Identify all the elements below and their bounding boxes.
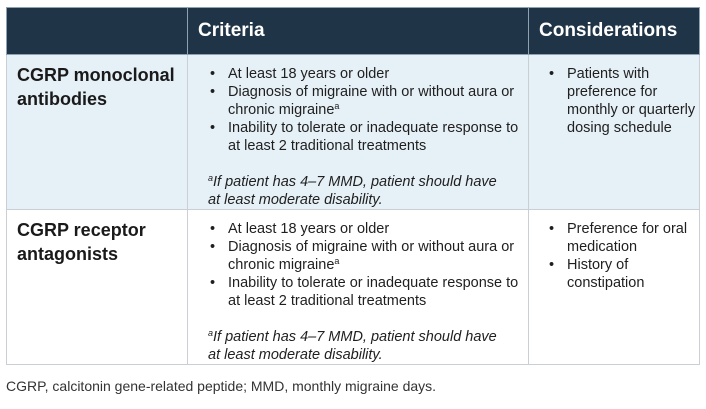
criteria-text: At least 18 years or older	[228, 221, 390, 237]
list-item	[210, 238, 528, 274]
criteria-note	[188, 310, 528, 364]
criteria-cell	[188, 55, 529, 210]
footnote-marker: a	[208, 173, 214, 183]
criteria-table	[6, 7, 700, 365]
considerations-cell	[529, 55, 700, 210]
header-cell-considerations	[529, 8, 700, 55]
bullet-icon: •	[210, 66, 216, 82]
row-label-line: CGRP monoclonal	[17, 65, 175, 85]
footnote-marker: a	[334, 101, 340, 111]
consideration-text: Preference for oral medication	[567, 221, 688, 255]
note-text: If patient has 4–7 MMD, patient should have at least moderate disability.	[208, 329, 497, 363]
criteria-list	[188, 210, 528, 310]
row-label-cell	[7, 210, 188, 365]
considerations-header: Considerations	[539, 20, 678, 41]
table-row	[7, 210, 700, 365]
table-footnote: CGRP, calcitonin gene-related peptide; MMD, monthly migraine days.	[6, 378, 437, 394]
row-label-line: antibodies	[17, 89, 108, 109]
header-cell-criteria	[188, 8, 529, 55]
list-item	[210, 274, 528, 310]
header-cell-blank	[7, 8, 188, 55]
bullet-icon: •	[210, 239, 216, 255]
considerations-list	[529, 210, 699, 292]
criteria-text: At least 18 years or older	[228, 66, 390, 82]
considerations-list	[529, 55, 699, 137]
criteria-note	[188, 155, 528, 209]
table-header-row	[7, 8, 700, 55]
bullet-icon: •	[210, 120, 216, 136]
row-label-line: CGRP receptor	[17, 220, 146, 240]
bullet-icon: •	[210, 84, 216, 100]
list-item	[210, 65, 528, 83]
footnote-marker: a	[208, 328, 214, 338]
criteria-list	[188, 55, 528, 155]
consideration-text: Patients with preference for monthly or quarterly dosing schedule	[567, 66, 696, 136]
criteria-text: Diagnosis of migraine with or without aura or chronic migraine	[228, 84, 515, 118]
note-text: If patient has 4–7 MMD, patient should have at least moderate disability.	[208, 174, 497, 208]
bullet-icon: •	[549, 257, 555, 273]
list-item	[210, 119, 528, 155]
list-item	[210, 83, 528, 119]
criteria-text: Inability to tolerate or inadequate response to at least 2 traditional treatments	[228, 275, 519, 309]
consideration-text: History of constipation	[567, 257, 645, 291]
list-item	[210, 220, 528, 238]
criteria-cell	[188, 210, 529, 365]
list-item	[549, 65, 699, 137]
table-row	[7, 55, 700, 210]
list-item	[549, 220, 699, 256]
row-label-cell	[7, 55, 188, 210]
considerations-cell	[529, 210, 700, 365]
bullet-icon: •	[210, 221, 216, 237]
row-label-line: antagonists	[17, 244, 119, 264]
criteria-header: Criteria	[198, 20, 265, 41]
criteria-text: Diagnosis of migraine with or without aura or chronic migraine	[228, 239, 515, 273]
bullet-icon: •	[549, 66, 555, 82]
bullet-icon: •	[549, 221, 555, 237]
list-item	[549, 256, 699, 292]
bullet-icon: •	[210, 275, 216, 291]
footnote-marker: a	[334, 256, 340, 266]
criteria-text: Inability to tolerate or inadequate response to at least 2 traditional treatments	[228, 120, 519, 154]
